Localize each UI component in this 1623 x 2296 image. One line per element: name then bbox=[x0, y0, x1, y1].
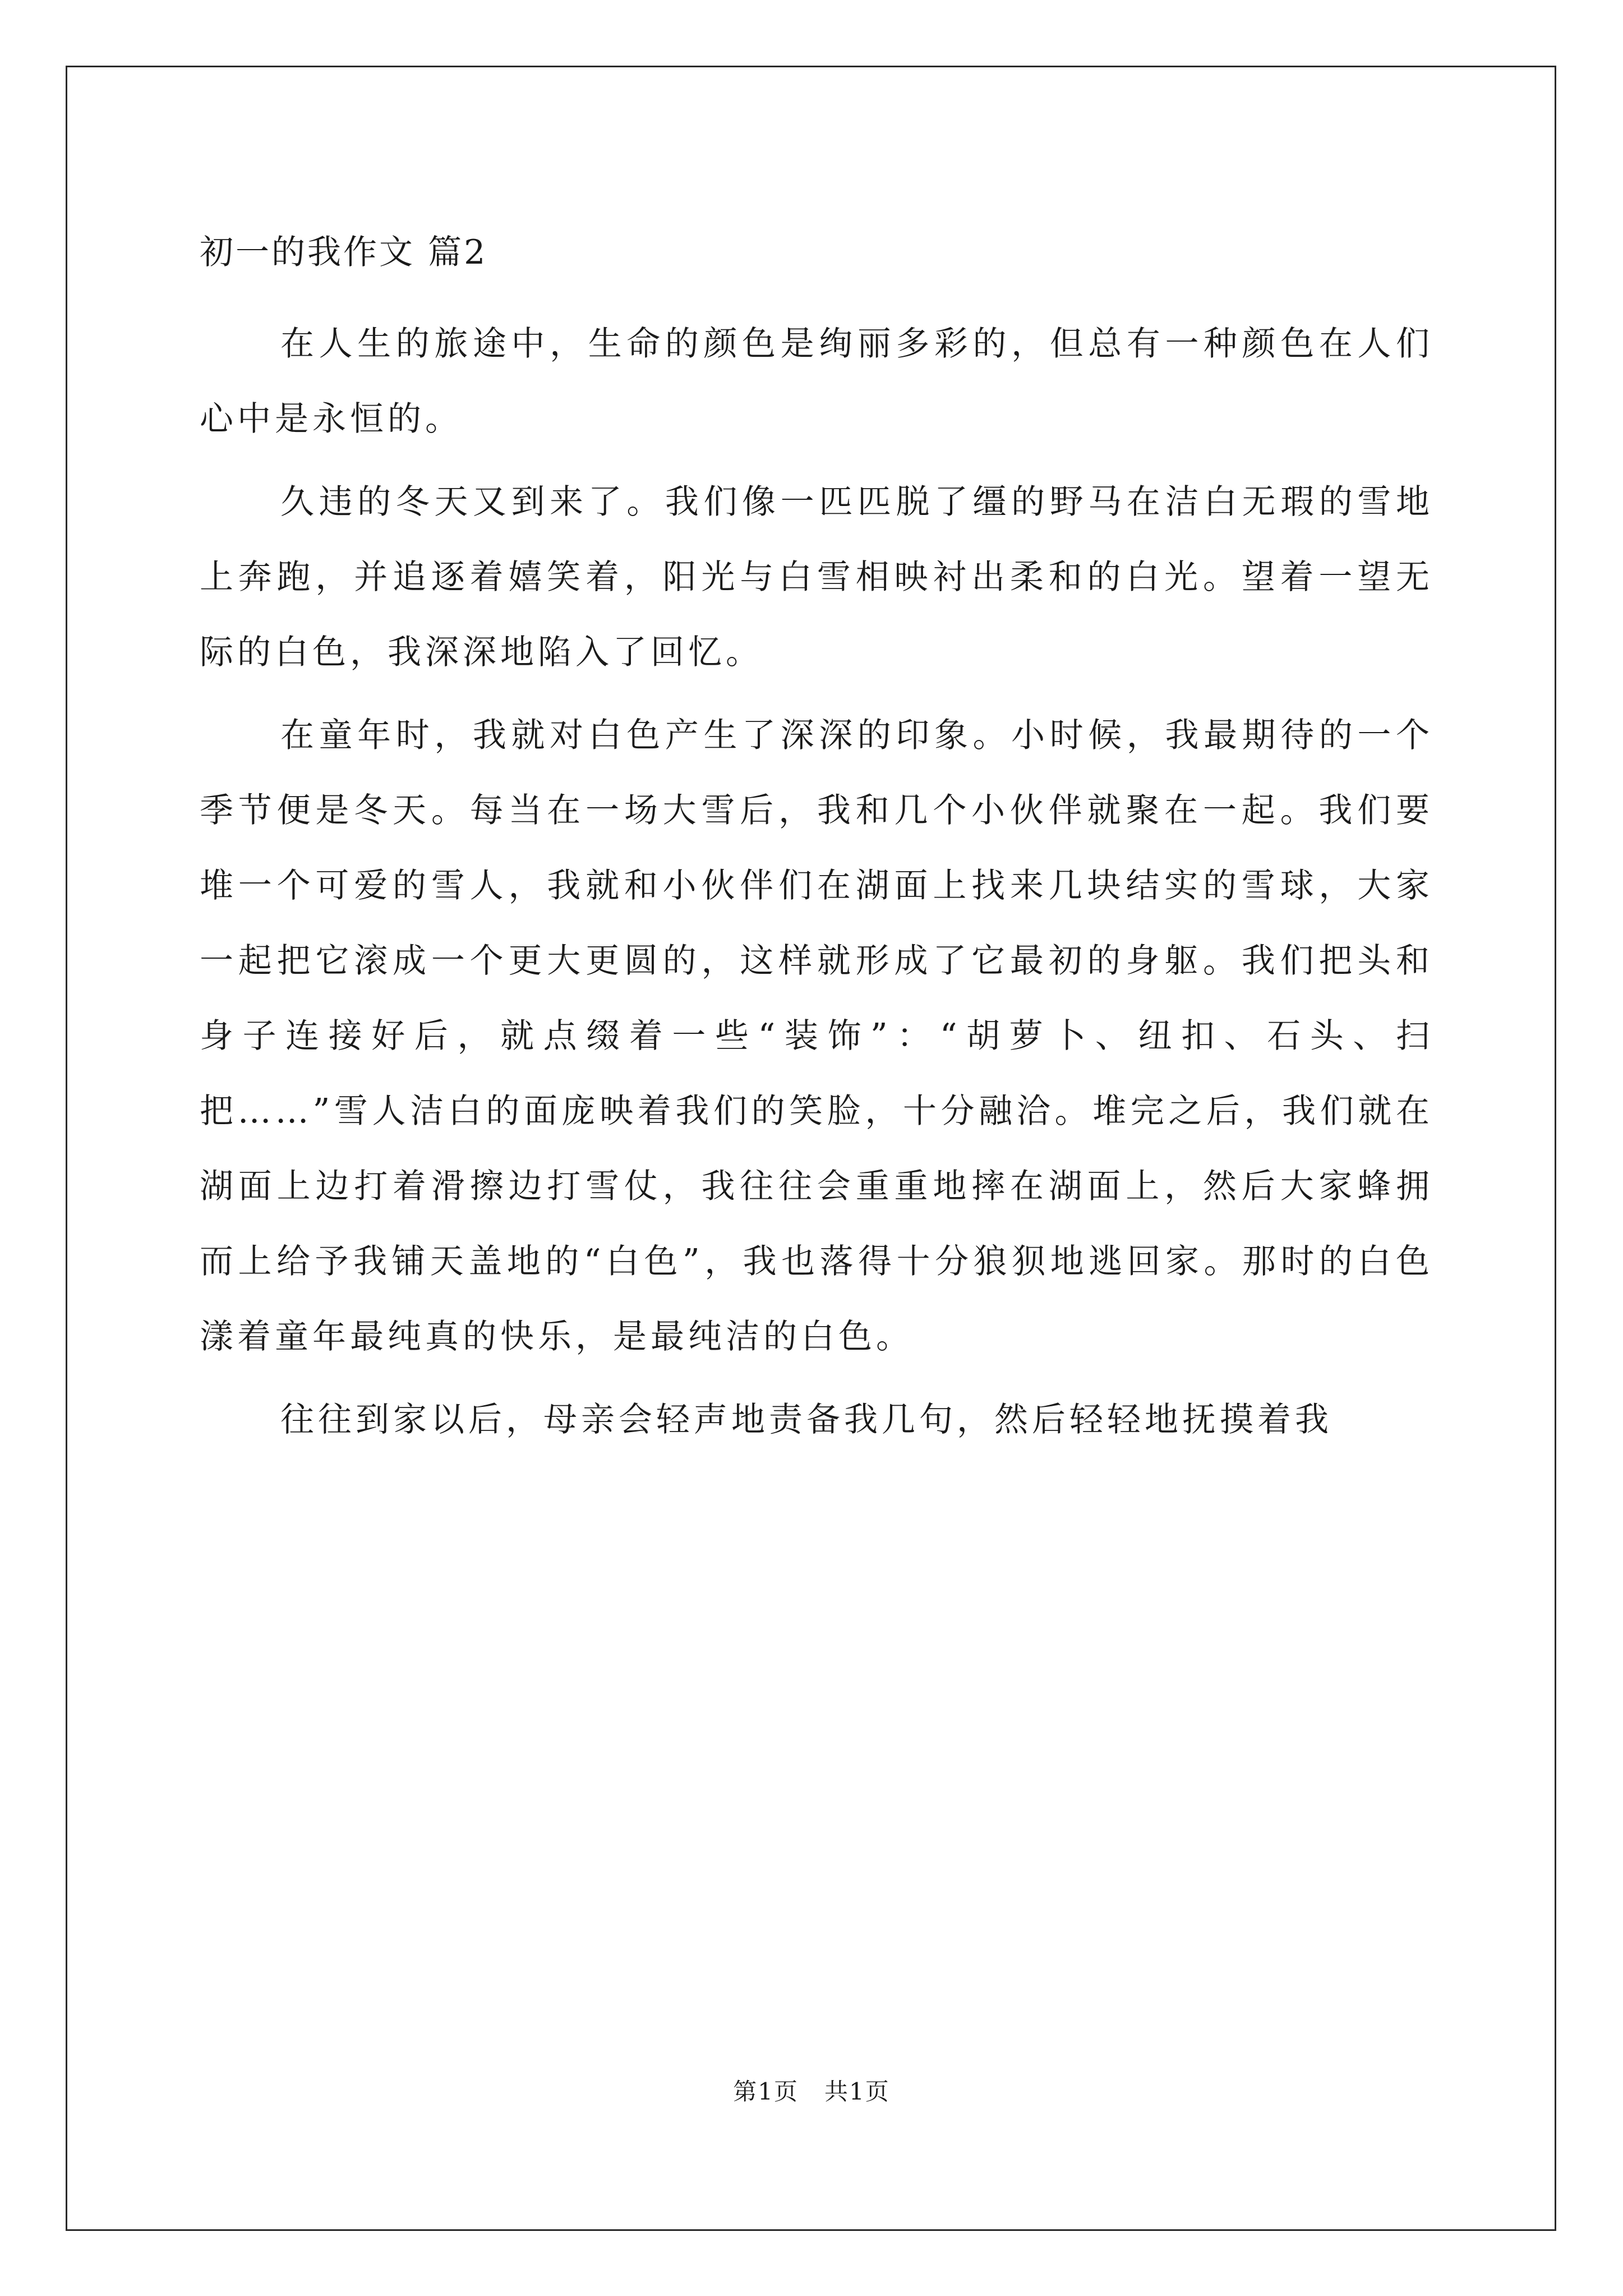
page-number-footer: 第1页 共1页 bbox=[733, 2078, 890, 2105]
document-body bbox=[200, 224, 1433, 1465]
paragraph-4: 往往到家以后，母亲会轻声地责备我几句，然后轻轻地抚摸着我 bbox=[280, 1400, 1332, 1439]
document-title: 初一的我作文 篇2 bbox=[200, 233, 488, 272]
paragraph-2: 久违的冬天又到来了。我们像一匹匹脱了缰的野马在洁白无瑕的雪地上奔跑，并追逐着嬉笑着，阳光与白雪相映衬出柔和的白光。望着一望无际的白色，我深深地陷入了回忆。 bbox=[200, 482, 1433, 672]
paragraph-1: 在人生的旅途中，生命的颜色是绚丽多彩的，但总有一种颜色在人们心中是永恒的。 bbox=[200, 324, 1433, 439]
paragraph-3: 在童年时，我就对白色产生了深深的印象。小时候，我最期待的一个季节便是冬天。每当在一场大雪后，我和几个小伙伴就聚在一起。我们要堆一个可爱的雪人，我就和小伙伴们在湖面上找来几块结实的雪球，大家一起把它滚成一个更大更圆的，这样就形成了它最初的身躯。我们把头和身子连接好后，就点缀着一些“装饰”：“胡萝卜、纽扣、石头、扫把……”雪人洁白的面庞映着我们的笑脸，十分融洽。堆完之后，我们就在湖面上边打着滑擦边打雪仗，我往往会重重地摔在湖面上，然后大家蜂拥而上给予我铺天盖地的“白色”，我也落得十分狼狈地逃回家。那时的白色漾着童年最纯真的快乐，是最纯洁的白色。 bbox=[200, 716, 1433, 1356]
